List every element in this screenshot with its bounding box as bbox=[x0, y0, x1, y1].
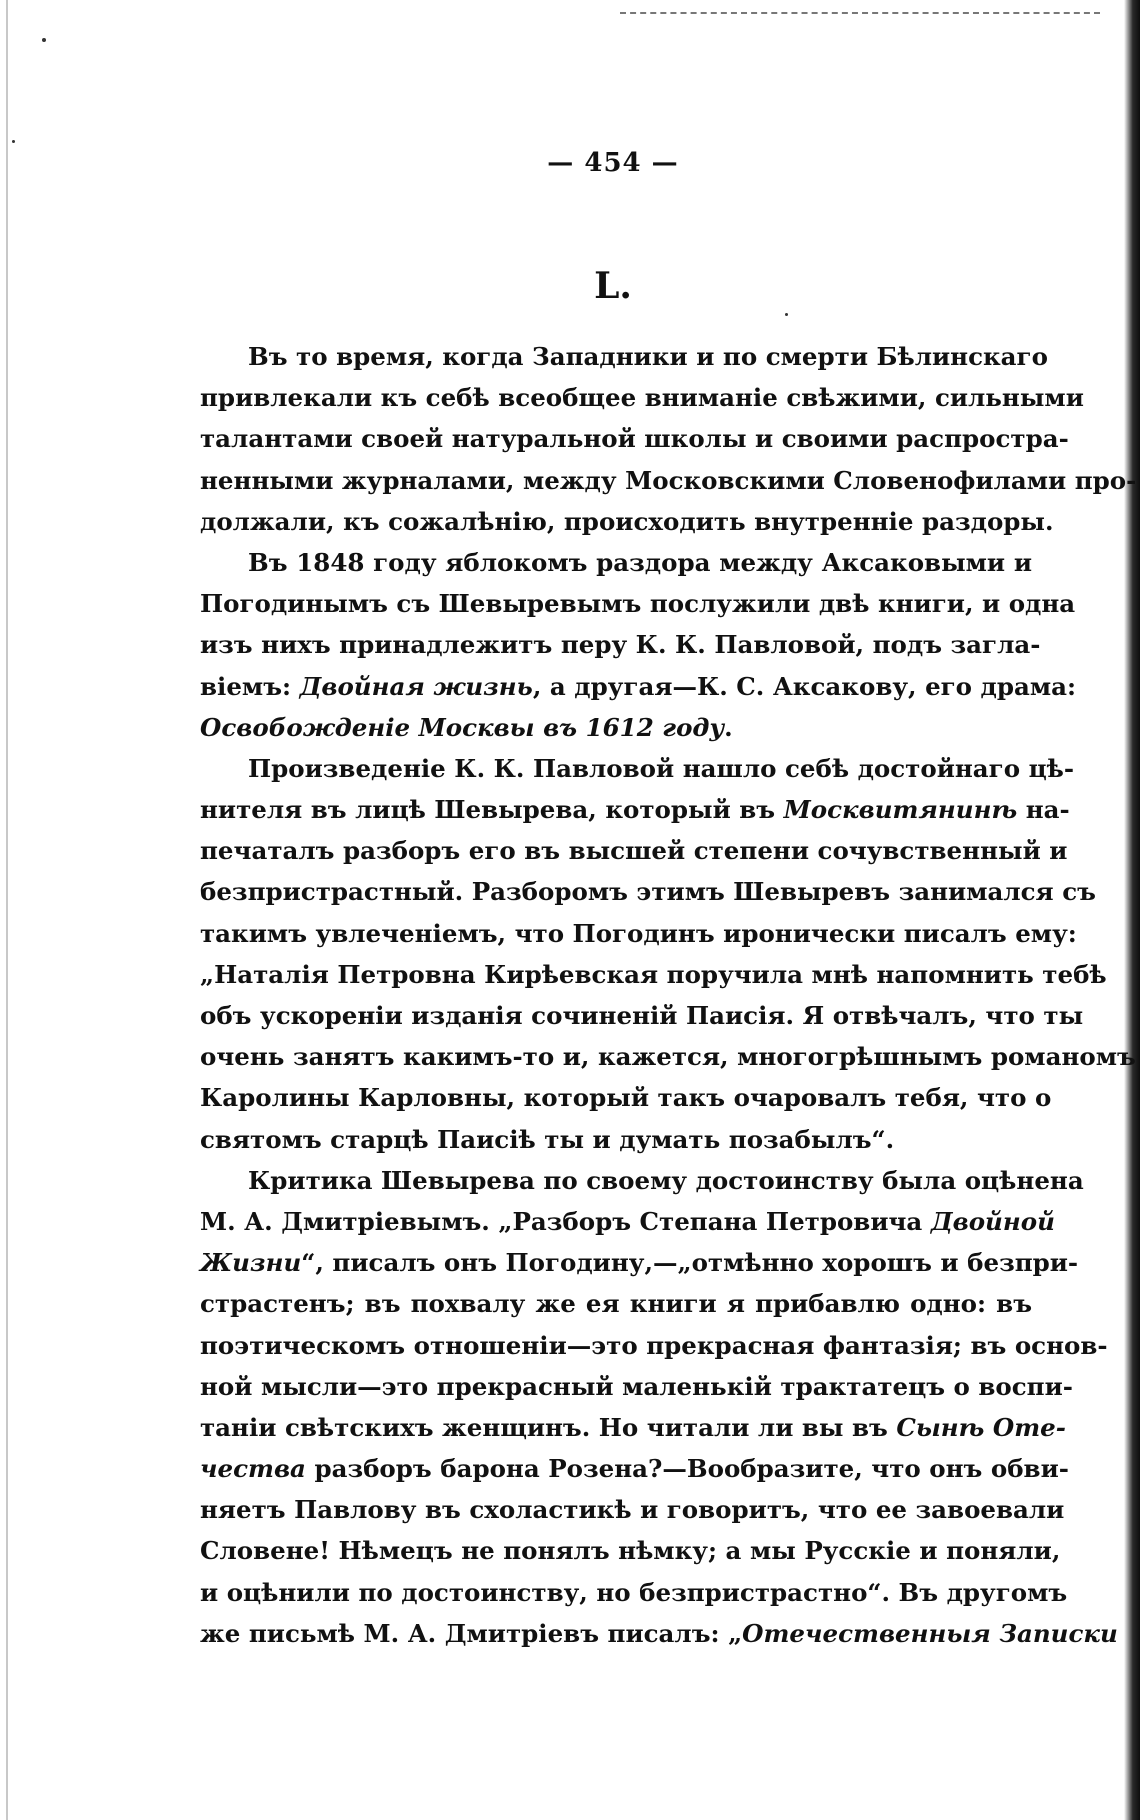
paragraph bbox=[200, 1160, 1118, 1654]
text-segment: и оцѣнили по достоинству, но безпристрастно“. Въ другомъ bbox=[200, 1577, 1068, 1607]
italic-title: Отечественныя Записки bbox=[742, 1618, 1118, 1648]
text-line bbox=[200, 1160, 1084, 1201]
text-segment: „Наталія Петровна Кирѣевская поручила мнѣ напомнить тебѣ bbox=[200, 959, 1107, 989]
italic-title: Жизни bbox=[200, 1248, 302, 1278]
text-segment: на- bbox=[1017, 795, 1070, 825]
italic-title: Освобожденіе Москвы въ 1612 году bbox=[200, 712, 725, 742]
text-line bbox=[200, 954, 1107, 995]
text-line bbox=[200, 830, 1068, 871]
scan-speck bbox=[42, 38, 46, 42]
text-segment: печаталъ разборъ его въ высшей степени сочувственный и bbox=[200, 836, 1068, 866]
text-segment: ной мысли—это прекрасный маленькій трактатецъ о воспи- bbox=[200, 1371, 1073, 1401]
text-segment: объ ускореніи изданія сочиненій Паисія. Я отвѣчалъ, что ты bbox=[200, 1001, 1084, 1030]
text-segment: же письмѣ М. А. Дмитріевъ писалъ: „ bbox=[200, 1618, 743, 1648]
text-segment: М. А. Дмитріевымъ. „Разборъ Степана Петровича bbox=[200, 1206, 931, 1236]
text-line bbox=[200, 624, 1041, 665]
text-line bbox=[200, 1036, 1136, 1077]
text-segment: . bbox=[724, 712, 733, 742]
text-line bbox=[200, 707, 1032, 748]
text-segment: Каролины Карловны, который такъ очаровалъ тебя, что о bbox=[200, 1083, 1052, 1113]
text-line bbox=[200, 1119, 1032, 1160]
text-line bbox=[200, 1448, 1069, 1489]
text-segment: разборъ барона Розена?—Вообразите, что онъ обви- bbox=[305, 1454, 1069, 1484]
text-line bbox=[200, 1201, 1055, 1242]
text-line bbox=[200, 1283, 1032, 1324]
text-line bbox=[200, 666, 1077, 707]
text-line bbox=[200, 871, 1096, 912]
text-segment: святомъ старцѣ Паисіѣ ты и думать позабылъ“. bbox=[200, 1124, 895, 1154]
italic-title: Двойная жизнь bbox=[299, 671, 533, 701]
text-segment: Въ то время, когда Западники и по смерти Бѣлинскаго bbox=[248, 342, 1048, 371]
scan-speck bbox=[12, 140, 15, 143]
text-line bbox=[200, 1366, 1073, 1407]
text-segment: віемъ: bbox=[200, 671, 300, 701]
text-segment: привлекали къ себѣ всеобщее вниманіе свѣжими, сильными bbox=[200, 383, 1084, 413]
text-line bbox=[200, 1407, 1066, 1448]
text-line bbox=[200, 1572, 1068, 1613]
text-line bbox=[200, 460, 1137, 501]
paragraph bbox=[200, 542, 1077, 748]
text-line bbox=[200, 336, 1048, 377]
paragraph bbox=[200, 748, 1136, 1160]
text-segment: няетъ Павлову въ схоластикѣ и говоритъ, что ее завоевали bbox=[200, 1495, 1065, 1525]
text-segment: “, писалъ онъ Погодину,—„отмѣнно хорошъ и безпри- bbox=[301, 1248, 1079, 1278]
page-number: — 454 — bbox=[547, 148, 679, 178]
italic-title: Двойной bbox=[930, 1206, 1055, 1236]
text-segment: Словене! Нѣмецъ не понялъ нѣмку; а мы Русскіе и поняли, bbox=[200, 1536, 1061, 1566]
text-line bbox=[200, 789, 1070, 830]
text-line bbox=[200, 1613, 1118, 1654]
text-segment: должали, къ сожалѣнію, происходить внутренніе раздоры. bbox=[200, 506, 1054, 536]
text-segment: таніи свѣтскихъ женщинъ. Но читали ли вы въ bbox=[200, 1412, 897, 1442]
text-line bbox=[200, 1489, 1065, 1530]
text-line bbox=[200, 377, 1084, 418]
text-segment: ненными журналами, между Московскими Словенофилами про- bbox=[200, 465, 1137, 495]
text-line bbox=[200, 913, 1077, 954]
scan-speck bbox=[785, 313, 788, 316]
text-segment: такимъ увлеченіемъ, что Погодинъ иронически писалъ ему: bbox=[200, 918, 1077, 948]
text-segment: поэтическомъ отношеніи—это прекрасная фантазія; въ основ- bbox=[200, 1330, 1108, 1360]
text-segment: Критика Шевырева по своему достоинству была оцѣнена bbox=[248, 1165, 1084, 1195]
text-segment: безпристрастный. Разборомъ этимъ Шевыревъ занимался съ bbox=[200, 877, 1096, 907]
text-segment: Погодинымъ съ Шевыревымъ послужили двѣ книги, и одна bbox=[200, 589, 1076, 619]
scan-top-artifact bbox=[620, 12, 1100, 16]
italic-title: чества bbox=[200, 1454, 306, 1484]
paragraph bbox=[200, 336, 1137, 542]
text-segment: страстенъ; въ похвалу же ея книги я прибавлю одно: въ bbox=[200, 1289, 1032, 1319]
text-segment: нителя въ лицѣ Шевырева, который въ bbox=[200, 795, 784, 825]
chapter-numeral: L. bbox=[594, 265, 632, 307]
body-text bbox=[200, 336, 1137, 1654]
text-line bbox=[200, 1242, 1079, 1283]
text-segment: талантами своей натуральной школы и своими распростра- bbox=[200, 424, 1069, 454]
text-segment: очень занятъ какимъ-то и, кажется, многогрѣшнымъ романомъ bbox=[200, 1042, 1136, 1072]
text-line bbox=[200, 542, 1032, 583]
text-line bbox=[200, 1077, 1052, 1118]
text-line bbox=[200, 1530, 1061, 1571]
text-line bbox=[200, 748, 1075, 789]
text-line bbox=[200, 1325, 1108, 1366]
italic-title: Москвитянинѣ bbox=[783, 795, 1018, 825]
text-segment: Произведеніе К. К. Павловой нашло себѣ достойнаго цѣ- bbox=[248, 753, 1075, 783]
text-segment: изъ нихъ принадлежитъ перу К. К. Павловой, подъ загла- bbox=[200, 630, 1041, 660]
text-line bbox=[200, 995, 1084, 1036]
text-line bbox=[200, 583, 1076, 624]
text-line bbox=[200, 418, 1069, 459]
text-line bbox=[200, 501, 1054, 542]
text-segment: Въ 1848 году яблокомъ раздора между Аксаковыми и bbox=[248, 547, 1032, 577]
italic-title: Сынѣ Оте- bbox=[896, 1412, 1066, 1442]
text-segment: , а другая—К. С. Аксакову, его драма: bbox=[532, 671, 1077, 701]
